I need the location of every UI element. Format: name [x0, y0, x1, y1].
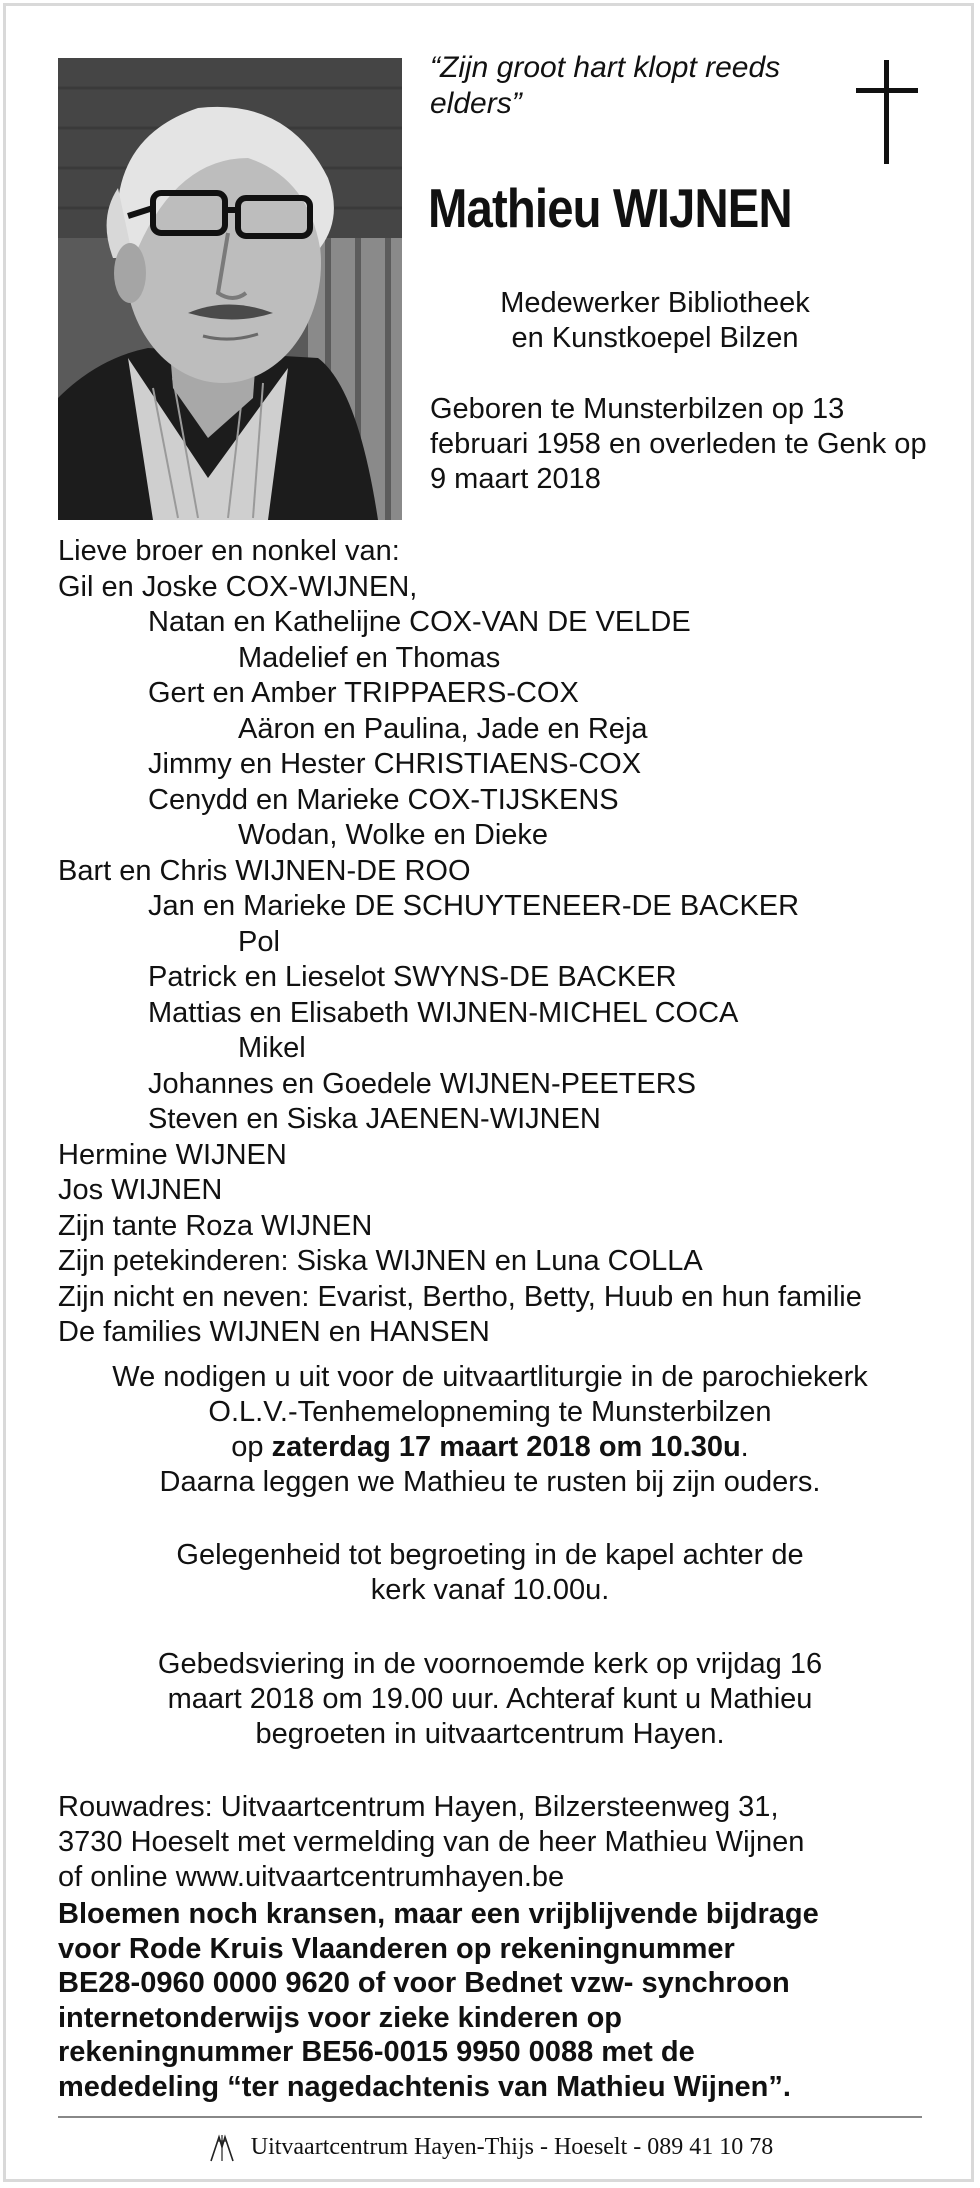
- family-member-line: Mikel: [238, 1032, 306, 1064]
- family-member-line: Jimmy en Hester CHRISTIAENS-COX: [148, 748, 642, 780]
- family-member-line: Jan en Marieke DE SCHUYTENEER-DE BACKER: [148, 890, 800, 922]
- greeting-info: Gelegenheid tot begroeting in de kapel achter de kerk vanaf 10.00u.: [176, 1539, 804, 1606]
- family-member-line: De families WIJNEN en HANSEN: [58, 1316, 490, 1348]
- family-member-line: Aäron en Paulina, Jade en Reja: [238, 712, 648, 745]
- funeral-home-footer: [0, 2122, 980, 2172]
- family-member-line: Pol: [238, 925, 280, 958]
- family-member-line: Cenydd en Marieke COX-TIJSKENS: [148, 783, 619, 816]
- family-member-line: Zijn nicht en neven: Evarist, Bertho, Betty, Huub en hun familie: [58, 1280, 862, 1313]
- liturgy-date: zaterdag 17 maart 2018 om 10.30u: [271, 1431, 741, 1463]
- family-member-line: Gert en Amber TRIPPAERS-COX: [148, 677, 579, 709]
- deceased-name: Mathieu WIJNEN: [428, 177, 792, 239]
- family-member-line: Wodan, Wolke en Dieke: [238, 819, 549, 851]
- liturgy-prefix: op: [231, 1431, 272, 1463]
- liturgy-announcement: [58, 1360, 922, 1500]
- donation-line: voor Rode Kruis Vlaanderen op rekeningnummer: [58, 1932, 735, 1965]
- address-line: Rouwadres: Uitvaartcentrum Hayen, Bilzersteenweg 31,: [58, 1791, 779, 1823]
- funeral-home-logo-icon: [207, 2133, 237, 2163]
- donation-line: BE28-0960 0000 9620 of voor Bednet vzw- synchroon: [58, 1967, 790, 1999]
- donation-notice: [58, 1897, 928, 2104]
- address-line: of online www.uitvaartcentrumhayen.be: [58, 1861, 565, 1893]
- address-line: 3730 Hoeselt met vermelding van de heer Mathieu Wijnen: [58, 1826, 805, 1858]
- role-description: [430, 286, 880, 356]
- family-member-line: Lieve broer en nonkel van:: [58, 535, 400, 567]
- cross-icon: [856, 60, 918, 164]
- family-member-line: Steven en Siska JAENEN-WIJNEN: [148, 1103, 601, 1135]
- memorial-quote: “Zijn groot hart klopt reeds elders”: [430, 51, 781, 120]
- family-list: [58, 534, 862, 1351]
- family-member-line: Madelief en Thomas: [238, 641, 501, 674]
- family-member-line: Zijn tante Roza WIJNEN: [58, 1209, 373, 1242]
- portrait-photo: [58, 58, 402, 520]
- donation-line: internetonderwijs voor zieke kinderen op: [58, 2001, 623, 2034]
- role-line: Medewerker Bibliotheek: [500, 287, 810, 319]
- footer-divider: [58, 2116, 922, 2118]
- liturgy-date-line: [58, 1430, 922, 1465]
- birth-death-details: Geboren te Munsterbilzen op 13 februari 1958 en overleden te Genk op 9 maart 2018: [430, 393, 927, 495]
- family-member-line: Bart en Chris WIJNEN-DE ROO: [58, 854, 471, 887]
- footer-text: Uitvaartcentrum Hayen-Thijs - Hoeselt - 089 41 10 78: [250, 2134, 774, 2160]
- family-member-line: Natan en Kathelijne COX-VAN DE VELDE: [148, 606, 691, 638]
- donation-line: rekeningnummer BE56-0015 9950 0088 met de: [58, 2036, 695, 2068]
- mourning-address: [58, 1790, 922, 1895]
- role-line: en Kunstkoepel Bilzen: [511, 322, 799, 354]
- liturgy-line: We nodigen u uit voor de uitvaartliturgie in de parochiekerk: [112, 1361, 868, 1393]
- family-member-line: Zijn petekinderen: Siska WIJNEN en Luna COLLA: [58, 1245, 703, 1277]
- family-member-line: Johannes en Goedele WIJNEN-PEETERS: [148, 1067, 697, 1100]
- donation-line: mededeling “ter nagedachtenis van Mathieu Wijnen”.: [58, 2070, 791, 2103]
- liturgy-line: Daarna leggen we Mathieu te rusten bij zijn ouders.: [159, 1466, 821, 1498]
- family-member-line: Patrick en Lieselot SWYNS-DE BACKER: [148, 961, 677, 993]
- family-member-line: Gil en Joske COX-WIJNEN,: [58, 570, 418, 603]
- donation-line: Bloemen noch kransen, maar een vrijblijvende bijdrage: [58, 1898, 819, 1930]
- liturgy-suffix: .: [740, 1431, 749, 1463]
- family-member-line: Mattias en Elisabeth WIJNEN-MICHEL COCA: [148, 996, 739, 1029]
- prayer-service-info: Gebedsviering in de voornoemde kerk op vrijdag 16 maart 2018 om 19.00 uur. Achteraf kunt u Mathieu begroeten in uitvaartcentrum Hayen.: [157, 1648, 823, 1750]
- family-member-line: Hermine WIJNEN: [58, 1138, 287, 1171]
- liturgy-line: O.L.V.-Tenhemelopneming te Munsterbilzen: [208, 1396, 772, 1428]
- family-member-line: Jos WIJNEN: [58, 1174, 223, 1206]
